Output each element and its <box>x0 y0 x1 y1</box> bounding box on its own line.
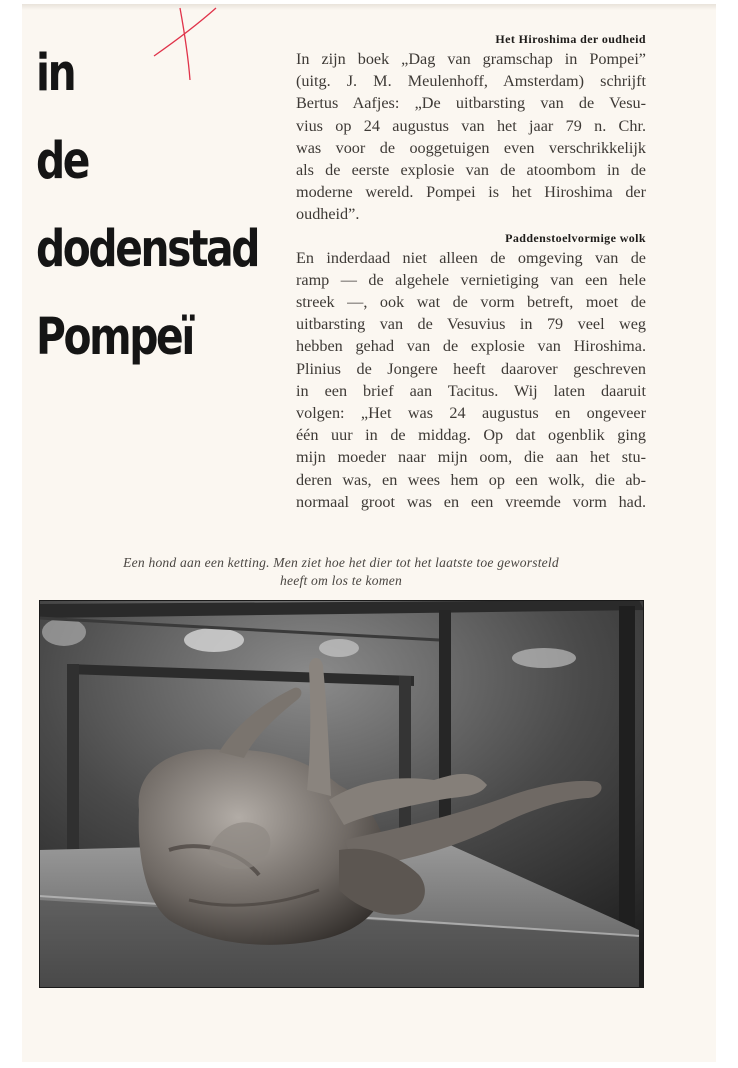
text-line: deren was, en wees hem op een wolk, die ab- <box>296 470 646 489</box>
text-line: normaal groot was en een vreemde vorm had. <box>296 492 646 511</box>
magazine-page <box>22 4 716 1062</box>
headline-line: Pompeï <box>36 308 193 367</box>
subheading: Paddenstoelvormige wolk <box>505 230 646 245</box>
text-line: ramp — de algehele vernietiging van een hele <box>296 270 646 289</box>
subheading: Het Hiroshima der oudheid <box>495 32 646 46</box>
headline-line: in <box>36 44 75 103</box>
headline-line: dodenstad <box>36 220 259 279</box>
caption-line: Een hond aan een ketting. Men ziet hoe het dier tot het laatste toe geworsteld <box>123 555 559 570</box>
paragraph <box>296 247 646 513</box>
text-line: mijn moeder naar mijn oom, die aan het stu- <box>296 448 646 467</box>
text-line: streek —, ook wat de vorm betreft, moet de <box>296 293 646 312</box>
paragraph <box>296 48 646 226</box>
caption-line: heeft om los te komen <box>280 573 402 588</box>
text-line: vius op 24 augustus van het jaar 79 n. Chr. <box>296 116 646 135</box>
text-line: als de eerste explosie van de atoombom in de <box>296 161 646 180</box>
text-line: was voor de ooggetuigen even verschrikkelijk <box>296 138 646 157</box>
page-edge-shadow <box>22 4 716 10</box>
text-line: Bertus Aafjes: „De uitbarsting van de Vesu- <box>296 94 646 113</box>
text-line: In zijn boek „Dag van gramschap in Pompei” <box>296 50 646 68</box>
text-line: hebben gehad van de explosie van Hiroshima. <box>296 337 646 356</box>
headline <box>36 30 258 382</box>
text-line: moderne wereld. Pompei is het Hiroshima der <box>296 183 646 202</box>
text-line: volgen: „Het was 24 augustus en ongeveer <box>296 404 646 423</box>
text-line: En inderdaad niet alleen de omgeving van de <box>296 248 646 267</box>
text-line: in een brief aan Tacitus. Wij laten daaruit <box>296 381 646 400</box>
headline-line: de <box>36 132 89 191</box>
text-line: Plinius de Jongere heeft daarover geschreven <box>296 359 646 378</box>
photo-caption <box>36 554 646 590</box>
handwritten-cross-mark <box>150 4 222 84</box>
text-line: oudheid”. <box>296 205 360 224</box>
text-line: uitbarsting van de Vesuvius in 79 veel weg <box>296 315 646 334</box>
text-line: (uitg. J. M. Meulenhoff, Amsterdam) schrijft <box>296 72 646 91</box>
photo-dog-cast-in-display-case <box>39 600 644 988</box>
article-text <box>296 32 646 513</box>
text-line: één uur in de middag. Op dat ogenblik ging <box>296 426 646 445</box>
